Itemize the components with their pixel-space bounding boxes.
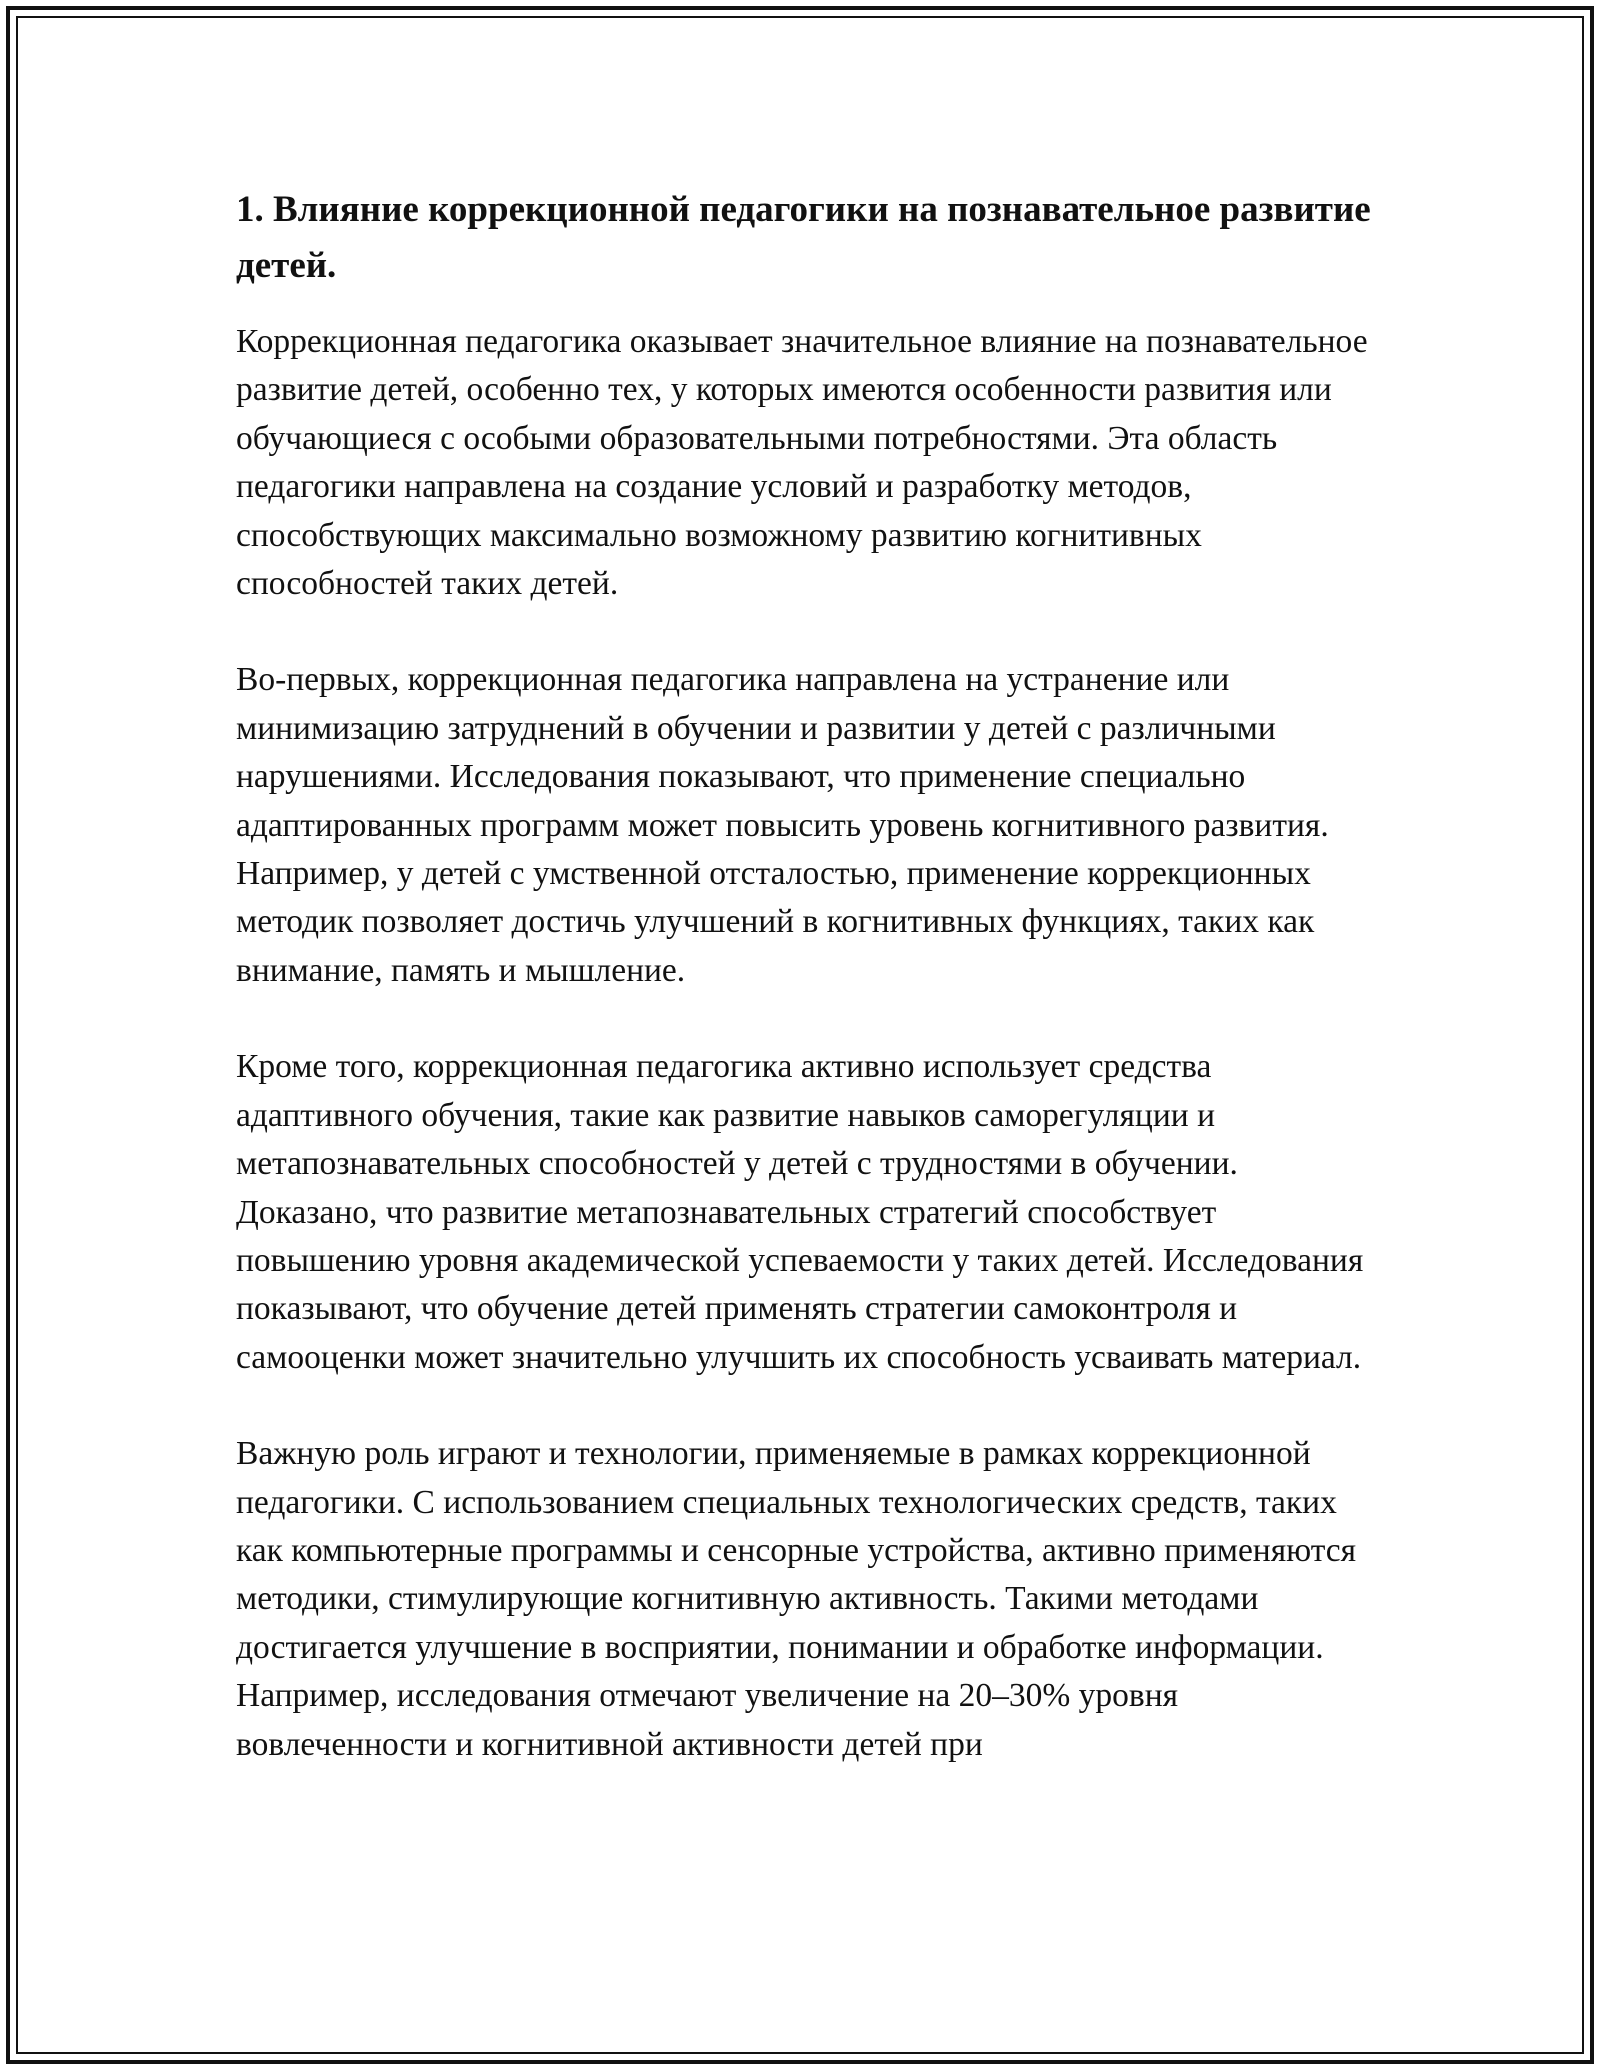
paragraph-4: Важную роль играют и технологии, применяемые в рамках коррекционной педагогики. С использованием специальных технологических средств, таких как компьютерные программы и сенсорные устройства, активно применяются методики, стимулирующие когнитивную активность. Такими методами достигается улучшение в восприятии, понимании и обработке информации. Например, исследования отмечают увеличение на 20–30% уровня вовлеченности и когнитивной активности детей при — [236, 1435, 1357, 1763]
document-body — [236, 182, 1376, 1769]
paragraph-1: Коррекционная педагогика оказывает значительное влияние на познавательное развитие детей, особенно тех, у которых имеются особенности развития или обучающиеся с особыми образовательными потребностями. Эта область педагогики направлена на создание условий и разработку методов, способствующих максимально возможному развитию когнитивных способностей таких детей. — [236, 323, 1368, 603]
paragraph-2: Во-первых, коррекционная педагогика направлена на устранение или минимизацию затруднений в обучении и развитии у детей с различными нарушениями. Исследования показывают, что применение специально адаптированных программ может повысить уровень когнитивного развития. Например, у детей с умственной отсталостью, применение коррекционных методик позволяет достичь улучшений в когнитивных функциях, таких как внимание, память и мышление. — [236, 661, 1329, 989]
section-heading: 1. Влияние коррекционной педагогики на познавательное развитие детей. — [236, 189, 1371, 286]
paragraph-3: Кроме того, коррекционная педагогика активно использует средства адаптивного обучения, такие как развитие навыков саморегуляции и метапознавательных способностей у детей с трудностями в обучении. Доказано, что развитие метапознавательных стратегий способствует повышению уровня академической успеваемости у таких детей. Исследования показывают, что обучение детей применять стратегии самоконтроля и самооценки может значительно улучшить их способность усваивать материал. — [236, 1048, 1364, 1376]
